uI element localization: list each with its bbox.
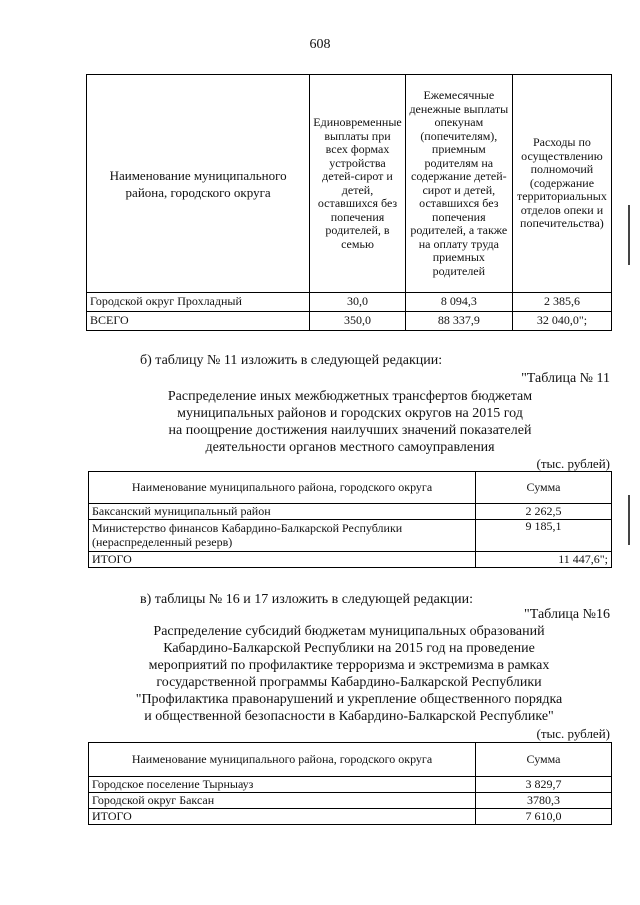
section-v-table-label: "Таблица №16 [524, 607, 610, 622]
title-line: муниципальных районов и городских округов на 2015 год [177, 406, 523, 421]
value-cell: 30,0 [310, 293, 406, 312]
header-cell: Единовременные выплаты при всех формах устройства детей-сирот и детей, оставшихся без попечения родителей, в семью [310, 75, 406, 293]
section-b-intro: б) таблицу № 11 изложить в следующей редакции: [140, 353, 443, 368]
value-cell: 8 094,3 [405, 293, 512, 312]
section-b-units: (тыс. рублей) [536, 456, 610, 471]
title-line: на поощрение достижения наилучших значений показателей [168, 423, 532, 438]
section-v-units: (тыс. рублей) [536, 726, 610, 741]
header-cell: Наименование муниципального района, городского округа [89, 743, 476, 777]
row-name-cell: ИТОГО [89, 552, 476, 568]
table-11-header-row [89, 472, 612, 504]
title-line: "Профилактика правонарушений и укрепление общественного порядка [135, 692, 563, 707]
value-cell: 7 610,0 [476, 809, 612, 825]
header-cell: Сумма [476, 472, 612, 504]
row-name-cell: Городское поселение Тырныауз [89, 777, 476, 793]
title-line: мероприятий по профилактике терроризма и экстремизма в рамках [148, 658, 550, 673]
scan-edge-mark [628, 495, 630, 545]
row-name-cell: Городской округ Баксан [89, 793, 476, 809]
header-cell: Наименование муниципального района, городского округа [89, 472, 476, 504]
table-16 [88, 742, 612, 825]
table-row [89, 793, 612, 809]
table-1-header-row [87, 75, 612, 293]
value-cell: 2 385,6 [512, 293, 611, 312]
section-v-intro: в) таблицы № 16 и 17 изложить в следующей редакции: [140, 592, 474, 607]
row-name-cell: ИТОГО [89, 809, 476, 825]
value-cell: 88 337,9 [405, 312, 512, 331]
row-name-cell: Министерство финансов Кабардино-Балкарской Республики (нераспределенный резерв) [89, 520, 476, 552]
table-row-total [87, 312, 612, 331]
scan-edge-mark [628, 205, 630, 265]
section-b-table-label: "Таблица № 11 [521, 371, 610, 386]
value-cell: 32 040,0"; [512, 312, 611, 331]
value-cell: 2 262,5 [476, 504, 612, 520]
table-row-total [89, 552, 612, 568]
section-b-title [90, 388, 610, 456]
page-number: 608 [309, 37, 331, 52]
row-name-cell: Городской округ Прохладный [87, 293, 310, 312]
value-cell: 3780,3 [476, 793, 612, 809]
table-row [89, 504, 612, 520]
row-name-cell: Баксанский муниципальный район [89, 504, 476, 520]
title-line: Распределение субсидий бюджетам муниципальных образований [153, 624, 545, 639]
section-v-title [86, 623, 612, 725]
value-cell: 350,0 [310, 312, 406, 331]
table-row [89, 520, 612, 552]
table-16-header-row [89, 743, 612, 777]
title-line: Распределение иных межбюджетных трансфертов бюджетам [167, 389, 533, 404]
header-cell: Сумма [476, 743, 612, 777]
title-line: и общественной безопасности в Кабардино-Балкарской Республике" [144, 709, 554, 724]
header-cell: Расходы по осуществлению полномочий (содержание территориальных отделов опеки и попечительства) [512, 75, 611, 293]
title-line: государственной программы Кабардино-Балкарской Республики [156, 675, 542, 690]
table-row [87, 293, 612, 312]
header-cell: Ежемесячные денежные выплаты опекунам (попечителям), приемным родителям на содержание детей-сирот и детей, оставшихся без попечения родителей, а также на оплату труда приемных родителей [405, 75, 512, 293]
table-row-total [89, 809, 612, 825]
title-line: деятельности органов местного самоуправления [205, 440, 495, 455]
header-cell: Наименование муниципального района, городского округа [87, 75, 310, 293]
value-cell: 9 185,1 [476, 520, 612, 552]
value-cell: 3 829,7 [476, 777, 612, 793]
title-line: Кабардино-Балкарской Республики на 2015 год на проведение [163, 641, 535, 656]
table-1 [86, 74, 612, 331]
value-cell: 11 447,6"; [476, 552, 612, 568]
table-11 [88, 471, 612, 568]
table-row [89, 777, 612, 793]
row-name-cell: ВСЕГО [87, 312, 310, 331]
